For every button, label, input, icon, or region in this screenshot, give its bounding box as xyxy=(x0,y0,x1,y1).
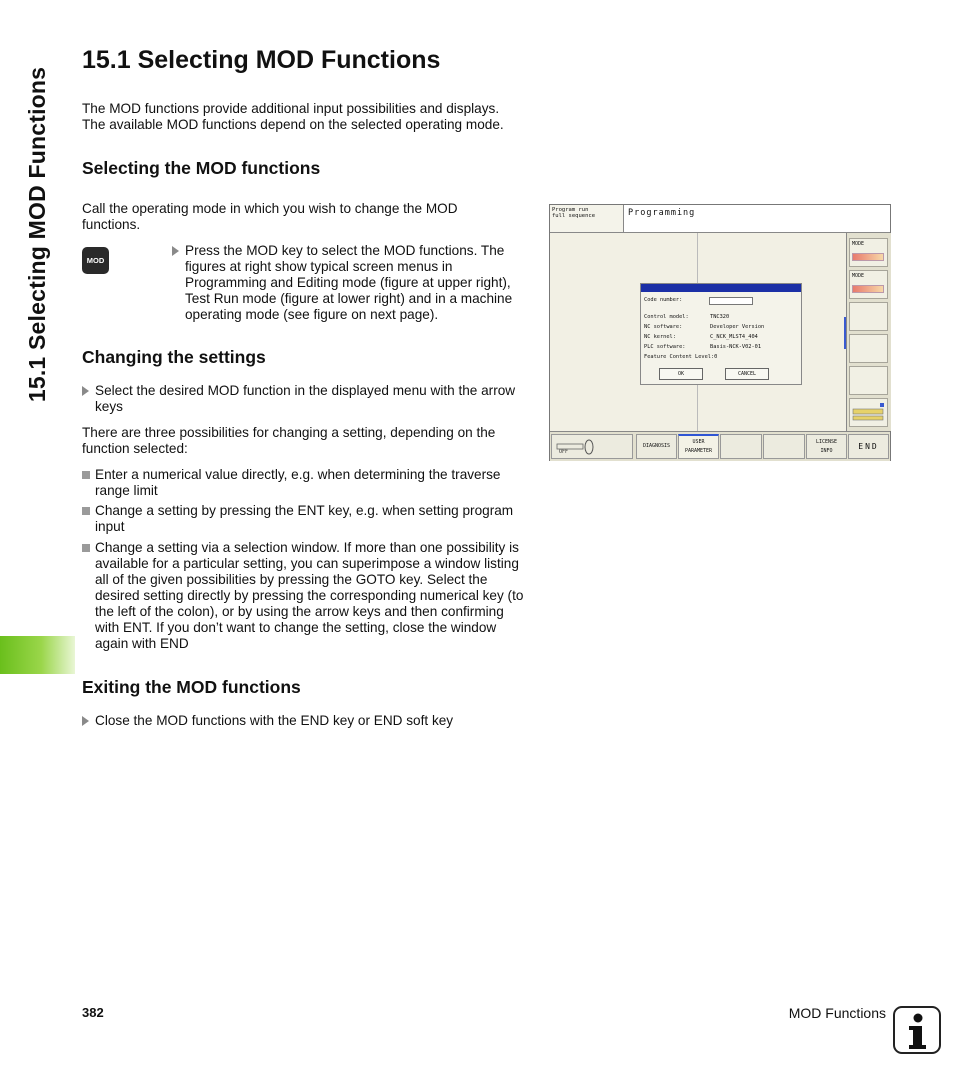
screen-mode-small: Program run full sequence xyxy=(550,205,624,233)
scroll-indicator xyxy=(844,317,846,349)
list-item: Change a setting via a selection window. If more than one possibility is available for a particular setting, you can superimpose a window listing all of the given possibilities by pressing the GOTO key. Select the desired setting directly by pressing the corresponding numerical key (to the left of the colon), or by using the arrow keys and then confirming with ENT. If you don’t want to change the setting, close the window again with END xyxy=(82,540,527,652)
mod-dialog xyxy=(640,283,802,385)
empty-softkey[interactable] xyxy=(849,334,888,363)
ruler-icon xyxy=(850,399,887,426)
dialog-row: NC kernel: C_NCK_MLST4_404 xyxy=(644,334,758,340)
horizontal-softkey-bar xyxy=(550,431,890,461)
section-heading-exiting: Exiting the MOD functions xyxy=(82,677,301,697)
cancel-button[interactable]: CANCEL xyxy=(725,368,769,380)
square-bullet-icon xyxy=(82,503,95,521)
svg-text:OFF: OFF xyxy=(559,448,569,455)
chapter-side-title: 15.1 Selecting MOD Functions xyxy=(24,66,51,403)
empty-softkey[interactable] xyxy=(849,366,888,395)
ruler-softkey[interactable] xyxy=(849,398,888,427)
user-parameter-softkey[interactable]: USER PARAMETER xyxy=(678,434,719,459)
dialog-feature: Feature Content Level:0 xyxy=(644,354,718,360)
diagnosis-softkey[interactable]: DIAGNOSIS xyxy=(636,434,677,459)
end-softkey[interactable]: END xyxy=(848,434,889,459)
selecting-text: Call the operating mode in which you wish to change the MOD functions. xyxy=(82,201,458,232)
empty-softkey[interactable] xyxy=(720,434,762,459)
empty-softkey[interactable] xyxy=(763,434,805,459)
info-icon xyxy=(893,1006,941,1054)
page-number: 382 xyxy=(82,1005,104,1020)
triangle-bullet-icon xyxy=(172,243,185,262)
square-bullet-icon xyxy=(82,467,95,485)
vertical-softkey-bar xyxy=(846,233,891,431)
dialog-code-label: Code number: xyxy=(644,297,683,303)
square-bullet-icon xyxy=(82,540,95,558)
list-item: Change a setting by pressing the ENT key, e.g. when setting program input xyxy=(82,503,527,535)
chapter-tab-marker xyxy=(0,636,75,674)
triangle-bullet-icon xyxy=(82,383,95,402)
dialog-row: NC software: Developer Version xyxy=(644,324,765,330)
changing-step: Select the desired MOD function in the displayed menu with the arrow keys xyxy=(82,383,527,415)
section-heading-changing: Changing the settings xyxy=(82,347,266,367)
dialog-row: PLC software: Basis-NCK-V02-01 xyxy=(644,344,762,350)
screen-mode-main: Programming xyxy=(624,205,890,233)
ok-button[interactable]: OK xyxy=(659,368,703,380)
mode-softkey[interactable]: MODE xyxy=(849,270,888,299)
dialog-title-bar xyxy=(641,284,801,292)
mod-screen-figure xyxy=(549,204,891,461)
page-title: 15.1 Selecting MOD Functions xyxy=(82,46,441,74)
license-info-softkey[interactable]: LICENSE INFO xyxy=(806,434,847,459)
intro-paragraph: The MOD functions provide additional input possibilities and displays. The available MOD functions depend on the selected operating mode. xyxy=(82,101,504,132)
mode-softkey[interactable]: MODE xyxy=(849,238,888,267)
list-item: Enter a numerical value directly, e.g. when determining the traverse range limit xyxy=(82,467,527,499)
mod-key-icon: MOD xyxy=(82,247,109,274)
status-softkey[interactable] xyxy=(551,434,633,459)
section-heading-selecting: Selecting the MOD functions xyxy=(82,158,321,178)
exiting-step: Close the MOD functions with the END key or END soft key xyxy=(82,713,527,729)
changing-text: There are three possibilities for changing a setting, depending on the function selected: xyxy=(82,425,496,456)
footer-section-title: MOD Functions xyxy=(788,1005,886,1021)
feed-switch-icon xyxy=(556,438,596,456)
dialog-row: Control model: TNC320 xyxy=(644,314,730,320)
selecting-step: Press the MOD key to select the MOD functions. The figures at right show typical screen menus in Programming and Editing mode (figure at upper right), Test Run mode (figure at lower right) and in a machine operating mode (see figure on next page). xyxy=(172,243,525,323)
triangle-bullet-icon xyxy=(82,713,95,732)
code-number-input[interactable] xyxy=(709,297,753,305)
empty-softkey[interactable] xyxy=(849,302,888,331)
